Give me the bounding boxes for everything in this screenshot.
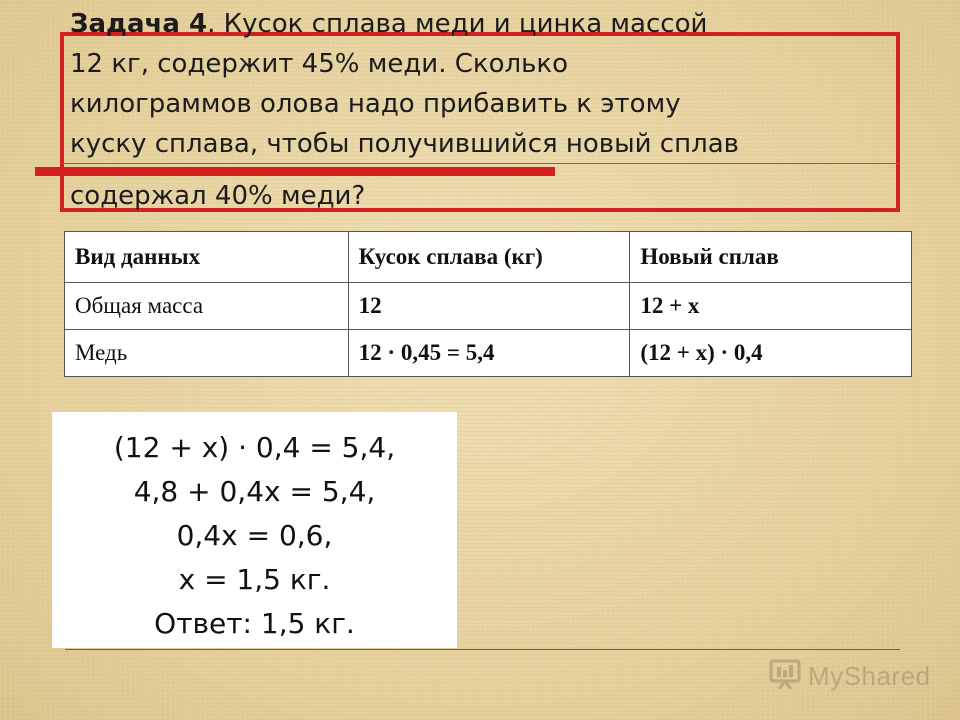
task-text [70, 4, 900, 216]
bottom-divider [65, 649, 900, 650]
watermark-logo [768, 656, 931, 696]
task-line-4: куску сплава, чтобы получившийся новый сплав [70, 129, 739, 159]
answer-line: Ответ: 1,5 кг. [154, 607, 355, 640]
table-cell: (12 + х) · 0,4 [630, 330, 912, 377]
table-header-cell: Новый сплав [630, 232, 912, 283]
data-table [64, 231, 912, 377]
solution-line: 0,4х = 0,6, [176, 519, 333, 552]
task-line-1: Задача 4. Кусок сплава меди и цинка массой [70, 9, 708, 39]
task-line-2: 12 кг, содержит 45% меди. Сколько [70, 49, 569, 79]
solution-box [52, 412, 457, 648]
solution-line: х = 1,5 кг. [178, 563, 331, 596]
table-cell: 12 [348, 283, 630, 330]
table-cell: 12 · 0,45 = 5,4 [348, 330, 630, 377]
solution-line: 4,8 + 0,4х = 5,4, [133, 475, 376, 508]
task-label: Задача 4 [70, 9, 208, 39]
table-cell: 12 + х [630, 283, 912, 330]
presentation-board-icon [768, 657, 802, 695]
table-cell: Медь [65, 330, 349, 377]
table-header-cell: Вид данных [65, 232, 349, 283]
solution-line: (12 + х) · 0,4 = 5,4, [113, 431, 396, 464]
task-line-3: килограммов олова надо прибавить к этому [70, 89, 681, 119]
table-row [65, 283, 912, 330]
table-row [65, 330, 912, 377]
task-line-5: содержал 40% меди? [70, 181, 366, 211]
table-header-cell: Кусок сплава (кг) [348, 232, 630, 283]
watermark-text: MyShared [808, 660, 931, 691]
table-cell: Общая масса [65, 283, 349, 330]
table-header-row [65, 232, 912, 283]
